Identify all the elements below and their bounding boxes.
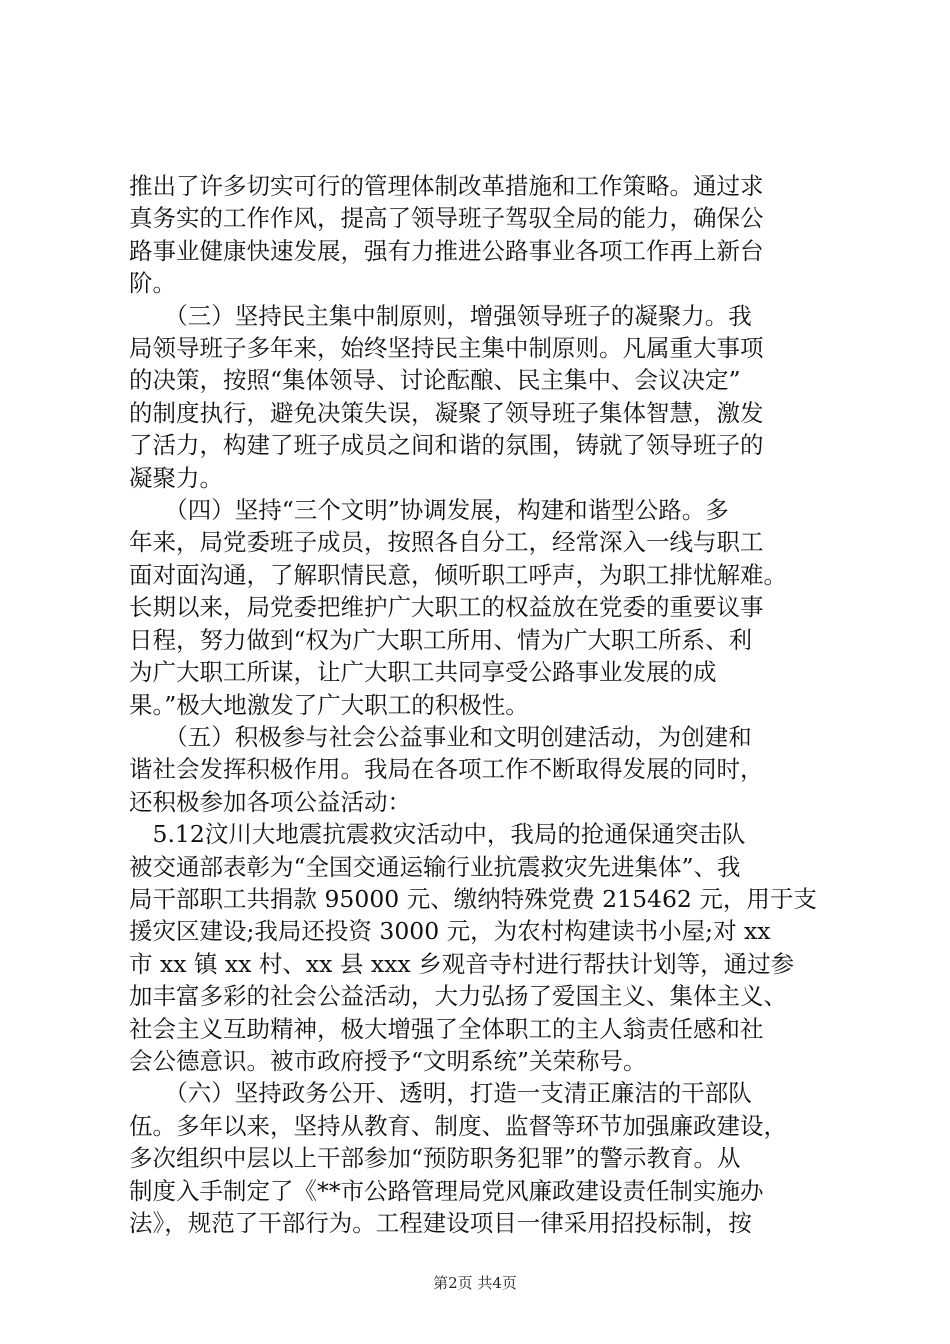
text-line: （三）坚持民主集中制原则，增强领导班子的凝聚力。我 <box>129 301 752 330</box>
text-line: 为广大职工所谋，让广大职工共同享受公路事业发展的成 <box>129 658 717 687</box>
text-line: 路事业健康快速发展，强有力推进公路事业各项工作再上新台 <box>129 236 764 265</box>
text-line: 的决策，按照“集体领导、讨论酝酿、民主集中、会议决定” <box>129 366 741 395</box>
text-line: 局干部职工共捐款 95000 元、缴纳特殊党费 215462 元，用于支 <box>129 884 817 913</box>
text-line: 伍。多年以来，坚持从教育、制度、监督等环节加强廉政建设， <box>129 1111 787 1140</box>
text-line: 多次组织中层以上干部参加“预防职务犯罪”的警示教育。从 <box>129 1144 741 1173</box>
text-line: 市 xx 镇 xx 村、xx 县 xxx 乡观音寺村进行帮扶计划等，通过参 <box>129 949 795 978</box>
text-line: 推出了许多切实可行的管理体制改革措施和工作策略。通过求 <box>129 172 764 200</box>
text-line: 长期以来，局党委把维护广大职工的权益放在党委的重要议事 <box>129 593 764 622</box>
text-line: （四）坚持“三个文明”协调发展，构建和谐型公路。多 <box>129 496 729 525</box>
text-line: （六）坚持政务公开、透明，打造一支清正廉洁的干部队 <box>129 1079 752 1108</box>
text-line: 会公德意识。被市政府授予“文明系统”关荣称号。 <box>129 1046 647 1075</box>
text-line: 日程，努力做到“权为广大职工所用、情为广大职工所系、利 <box>129 625 753 654</box>
text-line: 的制度执行，避免决策失误，凝聚了领导班子集体智慧，激发 <box>129 398 764 427</box>
text-line: 法》，规范了干部行为。工程建设项目一律采用招投标制，按 <box>129 1209 752 1237</box>
text-line: 谐社会发挥积极作用。我局在各项工作不断取得发展的同时， <box>129 755 764 784</box>
text-line: 还积极参加各项公益活动： <box>129 787 411 816</box>
text-line: 5.12汶川大地震抗震救灾活动中，我局的抢通保通突击队 <box>129 820 746 849</box>
body-text <box>129 170 829 1239</box>
text-line: 加丰富多彩的社会公益活动，大力弘扬了爱国主义、集体主义、 <box>129 982 787 1011</box>
text-line: 被交通部表彰为“全国交通运输行业抗震救灾先进集体”、我 <box>129 852 741 881</box>
text-line: 社会主义互助精神，极大增强了全体职工的主人翁责任感和社 <box>129 1014 764 1043</box>
text-line: 了活力，构建了班子成员之间和谐的氛围，铸就了领导班子的 <box>129 431 764 460</box>
text-line: 局领导班子多年来，始终坚持民主集中制原则。凡属重大事项 <box>129 334 764 363</box>
text-line: 阶。 <box>129 269 176 298</box>
text-line: 面对面沟通，了解职情民意，倾听职工呼声，为职工排忧解难。 <box>129 560 787 589</box>
text-line: 果。”极大地激发了广大职工的积极性。 <box>129 690 529 719</box>
text-line: 制度入手制定了《**市公路管理局党风廉政建设责任制实施办 <box>129 1176 764 1205</box>
text-line: 凝聚力。 <box>129 463 223 492</box>
text-line: 年来，局党委班子成员，按照各自分工，经常深入一线与职工 <box>129 528 764 557</box>
text-line: 援灾区建设;我局还投资 3000 元，为农村构建读书小屋;对 xx <box>129 917 771 946</box>
text-line: 真务实的工作作风，提高了领导班子驾驭全局的能力，确保公 <box>129 204 764 233</box>
page-footer: 第2页 共4页 <box>433 1274 517 1292</box>
text-line: （五）积极参与社会公益事业和文明创建活动，为创建和 <box>129 722 752 751</box>
